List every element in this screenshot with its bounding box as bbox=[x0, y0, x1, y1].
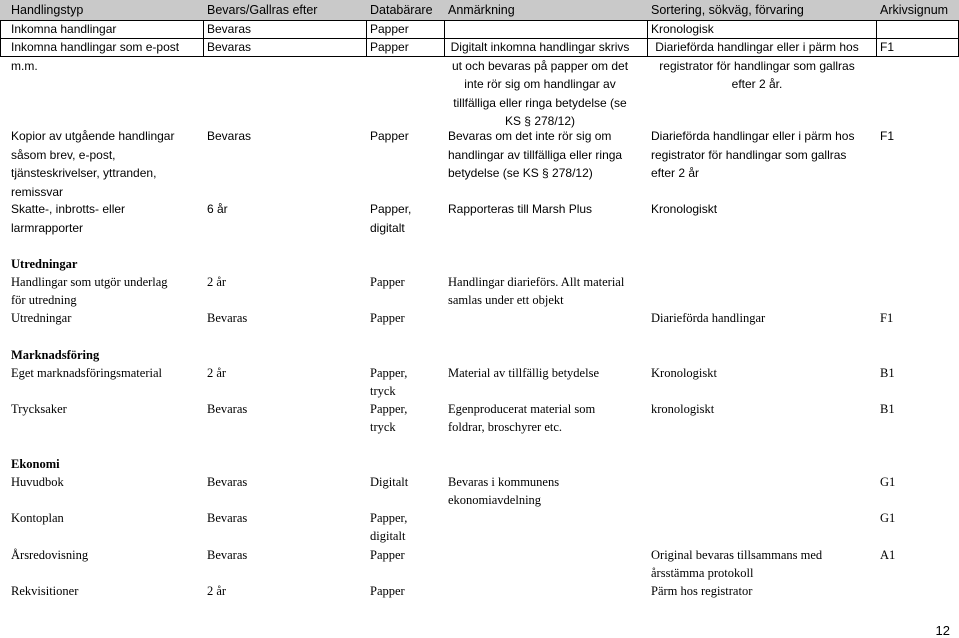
section-heading-marknadsforing: Marknadsföring bbox=[11, 348, 100, 362]
section-heading-ekonomi: Ekonomi bbox=[11, 457, 60, 471]
ekonomi-kontoplan-keep: Bevaras bbox=[207, 511, 248, 525]
utredning-sort: Diarieförda handlingar bbox=[651, 311, 766, 325]
row-inkomna-type: Inkomna handlingar bbox=[11, 22, 117, 36]
ekonomi-arsredovisning-signum: A1 bbox=[880, 548, 896, 562]
row-kopior-sort: Diarieförda handlingar eller i pärm hos registrator för handlingar som gallras efter 2 år bbox=[651, 129, 855, 180]
marknad-trycksaker-note: Egenproducerat material som foldrar, broschyrer etc. bbox=[448, 402, 596, 434]
utredning-underlag-type: Handlingar som utgör underlag för utredning bbox=[11, 275, 168, 307]
row-kopior-medium: Papper bbox=[370, 129, 409, 143]
row-kopior-signum: F1 bbox=[880, 129, 895, 143]
row-inkomna-keep: Bevaras bbox=[207, 22, 252, 36]
marknad-eget-note: Material av tillfällig betydelse bbox=[448, 366, 599, 380]
col-rule bbox=[0, 20, 1, 56]
col-header-arkivsignum: Arkivsignum bbox=[880, 3, 949, 17]
utredning-medium: Papper bbox=[370, 311, 405, 325]
ekonomi-rekvisitioner-type: Rekvisitioner bbox=[11, 584, 79, 598]
ekonomi-rekvisitioner-sort: Pärm hos registrator bbox=[651, 584, 753, 598]
ekonomi-huvudbok-keep: Bevaras bbox=[207, 475, 248, 489]
col-rule bbox=[876, 20, 877, 56]
ekonomi-kontoplan-type: Kontoplan bbox=[11, 511, 64, 525]
marknad-eget-type: Eget marknadsföringsmaterial bbox=[11, 366, 162, 380]
row-rapporter-type: Skatte-, inbrotts- eller larmrapporter bbox=[11, 202, 126, 235]
section-heading-utredningar: Utredningar bbox=[11, 257, 78, 271]
col-header-anmarkning: Anmärkning bbox=[448, 3, 515, 17]
table-header bbox=[0, 0, 959, 20]
ekonomi-huvudbok-note: Bevaras i kommunens ekonomiavdelning bbox=[448, 475, 560, 507]
ekonomi-rekvisitioner-keep: 2 år bbox=[207, 584, 227, 598]
utredning-underlag-keep: 2 år bbox=[207, 275, 227, 289]
ekonomi-rekvisitioner-medium: Papper bbox=[370, 584, 405, 598]
marknad-trycksaker-sort: kronologiskt bbox=[651, 402, 715, 416]
row-epost-sort: Diarieförda handlingar eller i pärm hos registrator för handlingar som gallras efter 2 år. bbox=[655, 40, 859, 91]
row-epost-signum: F1 bbox=[880, 40, 895, 54]
row-epost-type: Inkomna handlingar som e-post m.m. bbox=[11, 40, 180, 73]
marknad-trycksaker-signum: B1 bbox=[880, 402, 895, 416]
marknad-trycksaker-medium: Papper, tryck bbox=[370, 402, 408, 434]
row-rapporter-sort: Kronologiskt bbox=[651, 202, 718, 216]
ekonomi-arsredovisning-sort: Original bevaras tillsammans med årsstämma protokoll bbox=[651, 548, 823, 580]
row-epost-keep: Bevaras bbox=[207, 40, 252, 54]
col-header-bevars: Bevars/Gallras efter bbox=[207, 3, 318, 17]
row-kopior-note: Bevaras om det inte rör sig om handlingar av tillfälliga eller ringa betydelse (se KS § 278/12) bbox=[448, 129, 623, 180]
row-inkomna-medium: Papper bbox=[370, 22, 409, 36]
row-rapporter-keep: 6 år bbox=[207, 202, 228, 216]
utredning-keep: Bevaras bbox=[207, 311, 248, 325]
ekonomi-arsredovisning-keep: Bevaras bbox=[207, 548, 248, 562]
utredning-underlag-medium: Papper bbox=[370, 275, 405, 289]
marknad-eget-signum: B1 bbox=[880, 366, 895, 380]
row-kopior-keep: Bevaras bbox=[207, 129, 252, 143]
ekonomi-huvudbok-type: Huvudbok bbox=[11, 475, 64, 489]
utredning-signum: F1 bbox=[880, 311, 894, 325]
marknad-trycksaker-keep: Bevaras bbox=[207, 402, 248, 416]
col-header-databarare: Databärare bbox=[370, 3, 433, 17]
marknad-trycksaker-type: Trycksaker bbox=[11, 402, 67, 416]
row-rapporter-note: Rapporteras till Marsh Plus bbox=[448, 202, 593, 216]
marknad-eget-medium: Papper, tryck bbox=[370, 366, 408, 398]
rule bbox=[0, 20, 959, 21]
ekonomi-huvudbok-signum: G1 bbox=[880, 475, 896, 489]
marknad-eget-sort: Kronologiskt bbox=[651, 366, 717, 380]
ekonomi-arsredovisning-type: Årsredovisning bbox=[11, 548, 89, 562]
utredning-underlag-note: Handlingar diarieförs. Allt material samlas under ett objekt bbox=[448, 275, 625, 307]
page-number: 12 bbox=[935, 623, 950, 638]
ekonomi-huvudbok-medium: Digitalt bbox=[370, 475, 409, 489]
utredning-type: Utredningar bbox=[11, 311, 72, 325]
col-rule bbox=[366, 20, 367, 56]
ekonomi-arsredovisning-medium: Papper bbox=[370, 548, 405, 562]
row-epost-note: Digitalt inkomna handlingar skrivs ut och bevaras på papper om det inte rör sig om handlingar av tillfälliga eller ringa betydelse (se KS § 278/12) bbox=[450, 40, 630, 128]
col-rule bbox=[203, 20, 204, 56]
marknad-eget-keep: 2 år bbox=[207, 366, 227, 380]
row-inkomna-sort: Kronologisk bbox=[651, 22, 714, 36]
row-kopior-type: Kopior av utgående handlingar såsom brev, e-post, tjänsteskrivelser, yttranden, remissvar bbox=[11, 129, 175, 199]
row-rapporter-medium: Papper, digitalt bbox=[370, 202, 412, 235]
ekonomi-kontoplan-medium: Papper, digitalt bbox=[370, 511, 408, 543]
col-header-sortering: Sortering, sökväg, förvaring bbox=[651, 3, 804, 17]
row-epost-medium: Papper bbox=[370, 40, 409, 54]
ekonomi-kontoplan-signum: G1 bbox=[880, 511, 896, 525]
col-header-handlingstyp: Handlingstyp bbox=[11, 3, 84, 17]
